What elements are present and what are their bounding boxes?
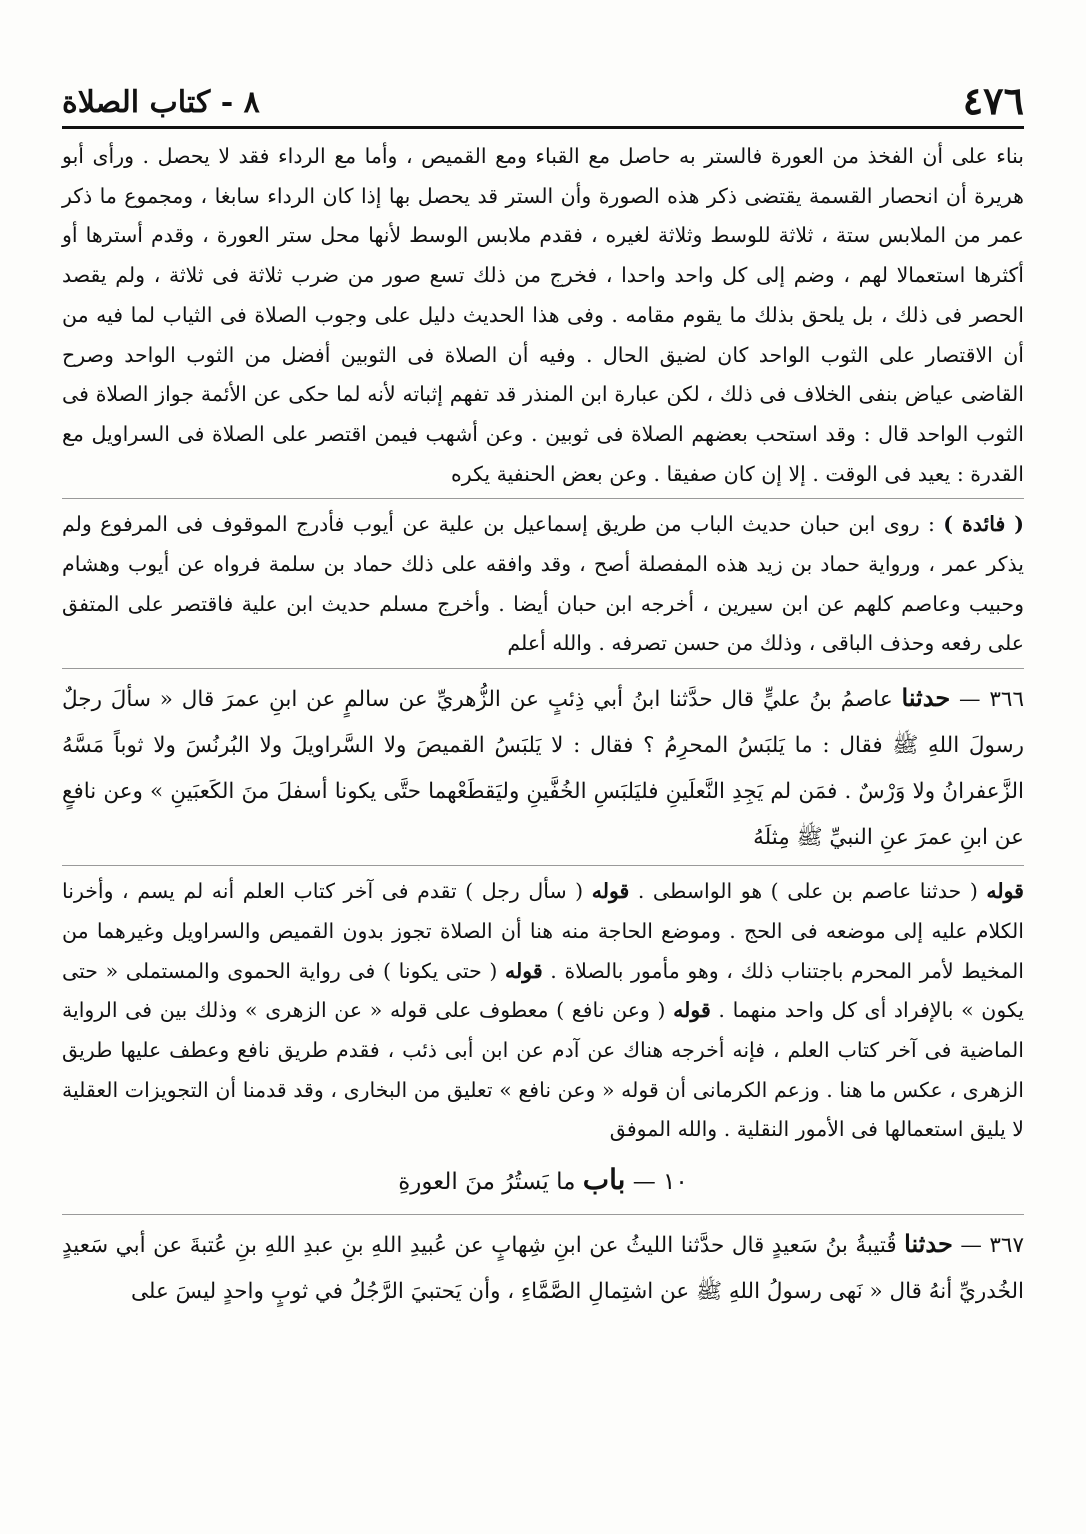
chapter-heading bbox=[62, 1152, 1024, 1210]
section-divider bbox=[62, 498, 1024, 499]
page-header bbox=[62, 78, 1024, 123]
hadith-lead: حدثنا bbox=[904, 1229, 953, 1259]
section-divider bbox=[62, 865, 1024, 866]
section-divider bbox=[62, 668, 1024, 669]
commentary-text: ( حدثنا عاصم بن على ) هو الواسطى . bbox=[629, 879, 987, 904]
hadith-number: ٣٦٦ — bbox=[959, 687, 1025, 713]
commentary-text: ( سأل رجل ) تقدم فى آخر كتاب العلم أنه لم يسم ، وأخرنا الكلام عليه إلى موضعه فى الحج . وموضع الحاجة منه هنا أن الصلاة تجوز بدون القميص والسراويل وغيرهما من المخيط لأمر المحرم باجتناب ذلك ، وهو مأمور بالصلاة . bbox=[62, 879, 1024, 983]
qawluhu-label: قوله bbox=[673, 998, 711, 1023]
hadith-text: عاصمُ بنُ عليٍّ قال حدَّثنا ابنُ أبي ذِئبٍ عن الزُّهريِّ عن سالمٍ عن ابنِ عمرَ قال « سألَ رجلٌ رسولَ اللهِ ﷺ فقال : ما يَلبَسُ المحرِمُ ؟ فقال : لا يَلبَسُ القميصَ ولا السَّراويلَ ولا البُرنُسَ ولا ثوباً مَسَّهُ الزَّعفرانُ ولا وَرْسٌ . فمَن لم يَجِدِ النَّعلَينِ فليَلبَسِ الخُفَّينِ وليَقطَعْهما حتَّى يكونا أسفلَ منَ الكَعبَينِ » وعن نافعٍ عن ابنِ عمرَ عنِ النبيِّ ﷺ مِثلَهُ bbox=[62, 687, 1024, 851]
qawluhu-label: قوله bbox=[986, 879, 1024, 904]
chapter-title: ما يَستُرُ منَ العورةِ bbox=[398, 1169, 583, 1196]
page-number: ٤٧٦ bbox=[962, 78, 1024, 123]
fa-ida-text: : روى ابن حبان حديث الباب من طريق إسماعيل بن علية عن أيوب فأدرج الموقوف فى المرفوع ولم يذكر عمر ، ورواية حماد بن زيد هذه المفصلة أصح ، وقد وافقه على ذلك حماد بن سلمة فرواه عن أيوب وهشام وحبيب وعاصم كلهم عن ابن سيرين ، أخرجه ابن حبان أيضا . وأخرج مسلم حديث ابن علية فاقتصر على المتفق على رفعه وحذف الباقى ، وذلك من حسن تصرفه . والله أعلم bbox=[62, 512, 1024, 656]
commentary-text: ( وعن نافع ) معطوف على قوله « عن الزهرى » وذلك بين فى الرواية الماضية فى آخر كتاب العلم ، فإنه أخرجه هناك عن آدم عن ابن أبى ذئب ، فقدم طريق نافع وعطف عليها طريق الزهرى ، عكس ما هنا . وزعم الكرمانى أن قوله « وعن نافع » تعليق من البخارى ، وقد قدمنا أن التجويزات العقلية لا يليق استعمالها فى الأمور النقلية . والله الموفق bbox=[62, 998, 1024, 1142]
chapter-number: ١٠ — bbox=[632, 1169, 688, 1196]
commentary-text: ( حتى يكونا ) فى رواية الحموى والمستملى « حتى يكون » بالإفراد أى كل واحد منهما . bbox=[62, 958, 1024, 1023]
fa-ida-label: ( فائدة ) bbox=[943, 512, 1024, 537]
chapter-word: باب bbox=[582, 1163, 626, 1197]
commentary-366 bbox=[62, 872, 1024, 1150]
hadith-text: قُتيبةُ بنُ سَعيدٍ قال حدَّثنا الليثُ عن ابنِ شِهابٍ عن عُبيدِ اللهِ بنِ عبدِ اللهِ بنِ عُتبةَ عن أبي سَعيدٍ الخُدريِّ أنهُ قال « نَهى رسولُ اللهِ ﷺ عن اشتِمالِ الصَّمَّاءِ ، وأن يَحتبيَ الرَّجُلُ في ثوبٍ واحدٍ ليسَ على bbox=[62, 1233, 1024, 1305]
hadith-366 bbox=[62, 675, 1024, 861]
commentary-top: بناء على أن الفخذ من العورة فالستر به حاصل مع القباء ومع القميص ، وأما مع الرداء فقد لا يحصل . ورأى أبو هريرة أن انحصار القسمة يقتضى ذكر هذه الصورة وأن الستر قد يحصل بها إذا كان الرداء سابغا ، ومجموع ما ذكر عمر من الملابس ستة ، ثلاثة للوسط وثلاثة لغيره ، فقدم ملابس الوسط لأنها محل ستر العورة ، وقدم أسترها أو أكثرها استعمالا لهم ، وضم إلى كل واحد واحدا ، فخرج من ذلك تسع صور من ضرب ثلاثة فى ثلاثة ، ولم يقصد الحصر فى ذلك ، بل يلحق بذلك ما يقوم مقامه . وفى هذا الحديث دليل على وجوب الصلاة فى الثياب لما فيه من أن الاقتصار على الثوب الواحد كان لضيق الحال . وفيه أن الصلاة فى الثوبين أفضل من الثوب الواحد وصرح القاضى عياض بنفى الخلاف فى ذلك ، لكن عبارة ابن المنذر قد تفهم إثباته لأنه لما حكى عن الأئمة جواز الصلاة فى الثوب الواحد قال : وقد استحب بعضهم الصلاة فى ثوبين . وعن أشهب فيمن اقتصر على الصلاة فى السراويل مع القدرة : يعيد فى الوقت . إلا إن كان صفيقا . وعن بعض الحنفية يكره bbox=[62, 144, 1024, 486]
section-divider bbox=[62, 1214, 1024, 1215]
running-title: ٨ - كتاب الصلاة bbox=[62, 85, 260, 120]
qawluhu-label: قوله bbox=[505, 958, 543, 983]
hadith-number: ٣٦٧ — bbox=[960, 1233, 1025, 1259]
hadith-367 bbox=[62, 1221, 1024, 1315]
hadith-lead: حدثنا bbox=[901, 683, 951, 713]
header-rule bbox=[62, 126, 1024, 129]
fa-ida-paragraph bbox=[62, 505, 1024, 664]
qawluhu-label: قوله bbox=[591, 879, 630, 904]
